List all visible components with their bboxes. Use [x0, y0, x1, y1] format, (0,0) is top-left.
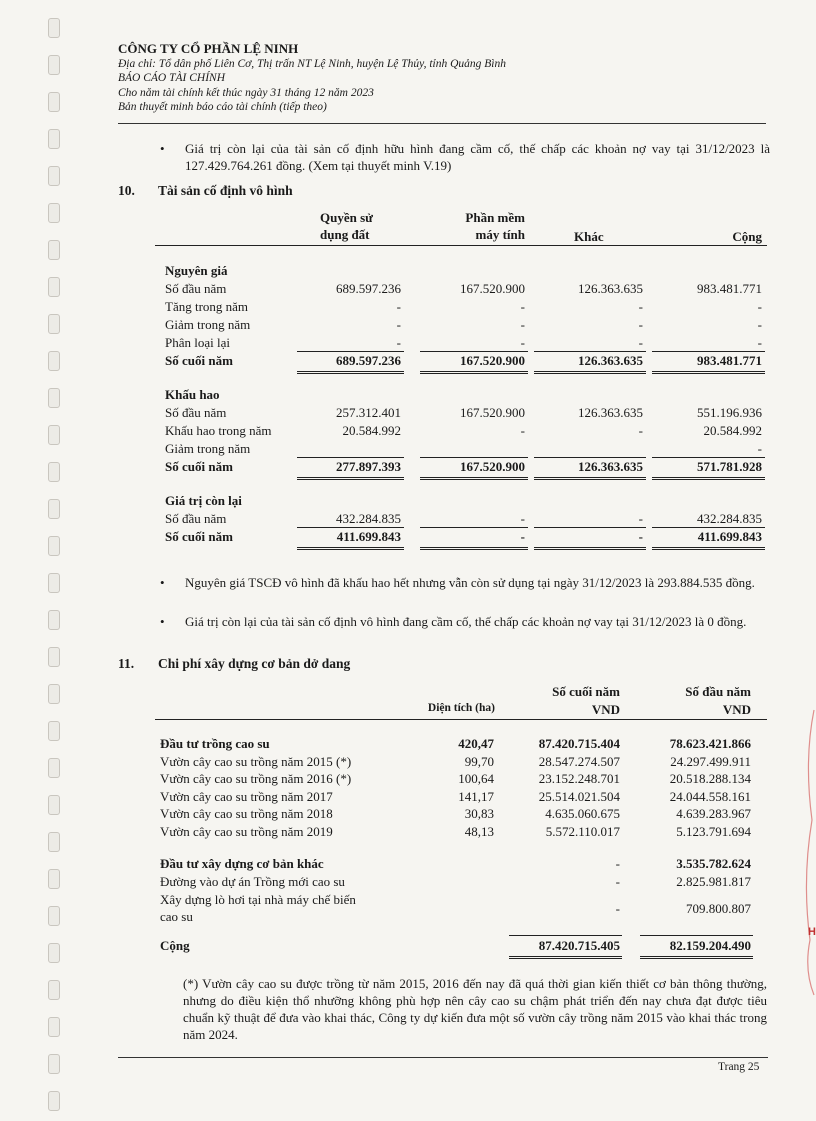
- footer-divider: [118, 1057, 768, 1058]
- section-10-number: 10.: [118, 183, 135, 198]
- section-11-header-rule: [155, 719, 767, 720]
- cell-end-year: 25.514.021.504: [538, 788, 620, 804]
- cell-area: 30,83: [464, 806, 494, 821]
- binding-hole: [48, 129, 60, 149]
- page-number: Trang 25: [718, 1061, 760, 1073]
- cell-end-year: 28.547.274.507: [538, 753, 620, 769]
- cell-software: 167.520.900: [460, 281, 525, 296]
- cell-end-year: -: [615, 874, 620, 889]
- cell-land: -: [396, 335, 401, 350]
- binding-hole: [48, 906, 60, 926]
- report-notes-title: Bản thuyết minh báo cáo tài chính (tiếp theo): [118, 101, 327, 113]
- binding-margin: [0, 0, 70, 1121]
- col-area-header: Diện tích (ha): [427, 702, 495, 714]
- binding-hole: [48, 351, 60, 371]
- binding-hole: [48, 980, 60, 1000]
- cell-software: -: [520, 299, 525, 314]
- total-double-rule: [420, 371, 528, 374]
- row-label: Số đầu năm: [165, 281, 227, 296]
- cell-begin-year: 24.044.558.161: [669, 788, 751, 804]
- row-label: Số cuối năm: [165, 353, 233, 368]
- subtotal-rule: [297, 527, 404, 528]
- intro-bullet-text: Giá trị còn lại của tài sản cố định hữu hình đang cầm cố, thế chấp các khoản nợ vay tại 31/12/2023 là 127.429.764.261 đồng. (Xem tại thuyết minh V.19): [185, 141, 770, 173]
- group-title: Nguyên giá: [165, 263, 228, 278]
- cell-land: 257.312.401: [336, 405, 401, 420]
- cell-software: 167.520.900: [460, 459, 525, 474]
- cell-land: -: [396, 317, 401, 332]
- stamp-edge: [800, 700, 816, 1000]
- row-label: Giảm trong năm: [165, 317, 251, 332]
- binding-hole: [48, 462, 60, 482]
- cell-total: 983.481.771: [697, 353, 762, 368]
- cell-end-year: -: [615, 901, 620, 916]
- row-label-continued: cao su: [160, 909, 193, 924]
- total-begin-year: 82.159.204.490: [669, 938, 751, 953]
- row-label: Khấu hao trong năm: [165, 423, 272, 438]
- group-title: Đầu tư xây dựng cơ bản khác: [160, 856, 324, 871]
- cell-other: -: [638, 335, 643, 350]
- subtotal-rule: [534, 457, 646, 458]
- cell-software: -: [520, 317, 525, 332]
- cell-end-year: 23.152.248.701: [538, 771, 620, 786]
- cell-end-year: -: [615, 856, 620, 871]
- cell-software: -: [520, 529, 525, 544]
- cell-land: 20.584.992: [342, 423, 401, 438]
- row-label: Vườn cây cao su trồng năm 2015 (*): [160, 753, 352, 769]
- cell-other: -: [638, 511, 643, 526]
- cell-total: 571.781.928: [697, 459, 762, 474]
- cell-begin-year: 24.297.499.911: [670, 753, 751, 769]
- col-total-header: Cộng: [732, 229, 762, 244]
- cell-total: -: [757, 441, 762, 456]
- bullet-icon: •: [160, 575, 165, 590]
- binding-hole: [48, 166, 60, 186]
- company-address: Địa chỉ: Tổ dân phố Liên Cơ, Thị trấn NT Lệ Ninh, huyện Lệ Thủy, tỉnh Quảng Bình: [118, 57, 507, 70]
- bullet-text: Giá trị còn lại của tài sản cố định vô hình đang cầm cố, thế chấp các khoản nợ vay tại 31/12/2023 là 0 đồng.: [185, 614, 747, 629]
- col-begin-year-header: Số đầu năm: [685, 684, 751, 699]
- binding-hole: [48, 869, 60, 889]
- row-label: Giảm trong năm: [165, 441, 251, 456]
- row-label: Số đầu năm: [165, 511, 227, 526]
- cell-other: -: [638, 317, 643, 332]
- cell-total: 432.284.835: [697, 511, 762, 526]
- cell-begin-year: 3.535.782.624: [676, 856, 751, 871]
- binding-hole: [48, 1091, 60, 1111]
- row-label: Vườn cây cao su trồng năm 2018: [160, 806, 333, 821]
- cell-area: 141,17: [458, 788, 494, 804]
- cell-land: 689.597.236: [336, 353, 401, 368]
- report-period: Cho năm tài chính kết thúc ngày 31 tháng 12 năm 2023: [118, 86, 374, 99]
- cell-begin-year: 4.639.283.967: [676, 806, 751, 821]
- binding-hole: [48, 610, 60, 630]
- binding-hole: [48, 1054, 60, 1074]
- cell-other: 126.363.635: [578, 281, 643, 296]
- total-double-rule: [534, 477, 646, 480]
- header-divider: [118, 123, 766, 124]
- col-other-header: Khác: [574, 229, 604, 244]
- row-label: Vườn cây cao su trồng năm 2019: [160, 823, 333, 839]
- subtotal-rule: [534, 351, 646, 352]
- total-double-rule: [420, 477, 528, 480]
- cell-end-year: 4.635.060.675: [545, 806, 620, 821]
- company-name: CÔNG TY CỔ PHẦN LỆ NINH: [118, 41, 299, 56]
- cell-end-year: 87.420.715.404: [538, 736, 620, 751]
- group-title: Khấu hao: [165, 387, 220, 402]
- cell-software: 167.520.900: [460, 353, 525, 368]
- subtotal-rule: [652, 351, 765, 352]
- cell-land: 411.699.843: [336, 529, 401, 544]
- cell-software: -: [520, 335, 525, 350]
- binding-hole: [48, 647, 60, 667]
- subtotal-rule: [652, 527, 765, 528]
- binding-hole: [48, 18, 60, 38]
- section-11-footnote: (*) Vườn cây cao su được trồng từ năm 2015, 2016 đến nay đã quá thời gian kiến thiết cơ bản thông thường, nhưng do điều kiện thổ nhưỡng không phù hợp nên cây cao su chậm phát triển đến nay chưa đạt được tiêu chuẩn kỹ thuật để đưa vào khai thác, Công ty dự kiến đưa một số vườn cây trồng năm 2015 vào khai thác trong năm 2024.: [183, 976, 767, 1042]
- bullet-icon: •: [160, 141, 165, 156]
- cell-total: 20.584.992: [703, 423, 762, 438]
- cell-land: 277.897.393: [336, 459, 401, 474]
- binding-hole: [48, 240, 60, 260]
- cell-area: 48,13: [464, 823, 494, 839]
- svg-text:H: H: [808, 926, 816, 938]
- subtotal-rule: [509, 935, 622, 936]
- binding-hole: [48, 499, 60, 519]
- cell-software: 167.520.900: [460, 405, 525, 420]
- col-end-year-header: Số cuối năm: [552, 684, 620, 699]
- row-label: Phân loại lại: [165, 335, 230, 350]
- cell-total: 983.481.771: [697, 281, 762, 296]
- cell-land: 432.284.835: [336, 511, 401, 526]
- cell-total: -: [757, 335, 762, 350]
- binding-hole: [48, 832, 60, 852]
- col-end-year-unit: VND: [591, 702, 620, 717]
- col-software-header: Phần mềm máy tính: [465, 210, 525, 242]
- cell-total: 551.196.936: [697, 405, 762, 420]
- row-label: Số cuối năm: [165, 529, 233, 544]
- total-double-rule: [420, 547, 528, 550]
- binding-hole: [48, 758, 60, 778]
- subtotal-rule: [640, 935, 753, 936]
- binding-hole: [48, 92, 60, 112]
- total-double-rule: [652, 547, 765, 550]
- bullet-text: Nguyên giá TSCĐ vô hình đã khấu hao hết nhưng vẫn còn sử dụng tại ngày 31/12/2023 là 293.884.535 đồng.: [185, 575, 755, 590]
- cell-area: 99,70: [464, 753, 494, 769]
- binding-hole: [48, 425, 60, 445]
- group-title: Đầu tư trồng cao su: [160, 736, 270, 751]
- cell-software: -: [520, 423, 525, 438]
- cell-other: -: [638, 299, 643, 314]
- total-double-rule: [509, 956, 622, 959]
- binding-hole: [48, 721, 60, 741]
- subtotal-rule: [420, 457, 528, 458]
- row-label: Xây dựng lò hơi tại nhà máy chế biến: [160, 892, 356, 907]
- col-land-header: Quyền sử dụng đất: [320, 210, 373, 242]
- binding-hole: [48, 277, 60, 297]
- section-11-title: Chi phí xây dựng cơ bản dở dang: [158, 656, 351, 671]
- binding-hole: [48, 203, 60, 223]
- cell-end-year: 5.572.110.017: [545, 823, 620, 839]
- total-end-year: 87.420.715.405: [538, 938, 620, 953]
- binding-hole: [48, 943, 60, 963]
- row-label: Tăng trong năm: [165, 299, 249, 314]
- bullet-icon: •: [160, 614, 165, 629]
- total-double-rule: [534, 547, 646, 550]
- cell-other: 126.363.635: [578, 353, 643, 368]
- cell-total: -: [757, 317, 762, 332]
- cell-software: -: [520, 511, 525, 526]
- binding-hole: [48, 314, 60, 334]
- cell-total: 411.699.843: [697, 529, 762, 544]
- cell-begin-year: 709.800.807: [686, 901, 751, 916]
- subtotal-rule: [297, 457, 404, 458]
- cell-total: -: [757, 299, 762, 314]
- cell-begin-year: 20.518.288.134: [669, 771, 751, 786]
- binding-hole: [48, 684, 60, 704]
- subtotal-rule: [534, 527, 646, 528]
- cell-begin-year: 78.623.421.866: [669, 736, 751, 751]
- binding-hole: [48, 573, 60, 593]
- row-label: Vườn cây cao su trồng năm 2016 (*): [160, 771, 352, 786]
- cell-area: 420,47: [458, 736, 494, 751]
- cell-begin-year: 2.825.981.817: [676, 874, 751, 889]
- document-header: [118, 42, 778, 115]
- binding-hole: [48, 536, 60, 556]
- subtotal-rule: [420, 527, 528, 528]
- row-label: Số cuối năm: [165, 459, 233, 474]
- row-label: Vườn cây cao su trồng năm 2017: [160, 788, 333, 804]
- binding-hole: [48, 55, 60, 75]
- cell-land: 689.597.236: [336, 281, 401, 296]
- row-label: Đường vào dự án Trồng mới cao su: [160, 874, 345, 889]
- section-10-title: Tài sản cố định vô hình: [158, 183, 293, 198]
- section-11-number: 11.: [118, 656, 135, 671]
- section-10-header-rule: [155, 245, 767, 246]
- binding-hole: [48, 795, 60, 815]
- row-label: Số đầu năm: [165, 405, 227, 420]
- cell-other: 126.363.635: [578, 405, 643, 420]
- total-double-rule: [652, 477, 765, 480]
- cell-other: -: [638, 529, 643, 544]
- report-title: BÁO CÁO TÀI CHÍNH: [118, 72, 226, 84]
- total-double-rule: [534, 371, 646, 374]
- col-begin-year-unit: VND: [722, 702, 751, 717]
- total-label: Cộng: [160, 938, 190, 953]
- total-double-rule: [297, 547, 404, 550]
- cell-other: 126.363.635: [578, 459, 643, 474]
- total-double-rule: [297, 371, 404, 374]
- subtotal-rule: [652, 457, 765, 458]
- total-double-rule: [652, 371, 765, 374]
- total-double-rule: [640, 956, 753, 959]
- binding-hole: [48, 1017, 60, 1037]
- total-double-rule: [297, 477, 404, 480]
- subtotal-rule: [420, 351, 528, 352]
- cell-land: -: [396, 299, 401, 314]
- cell-begin-year: 5.123.791.694: [676, 823, 751, 839]
- subtotal-rule: [297, 351, 404, 352]
- group-title: Giá trị còn lại: [165, 493, 242, 508]
- binding-hole: [48, 388, 60, 408]
- cell-other: -: [638, 423, 643, 438]
- cell-area: 100,64: [458, 771, 494, 786]
